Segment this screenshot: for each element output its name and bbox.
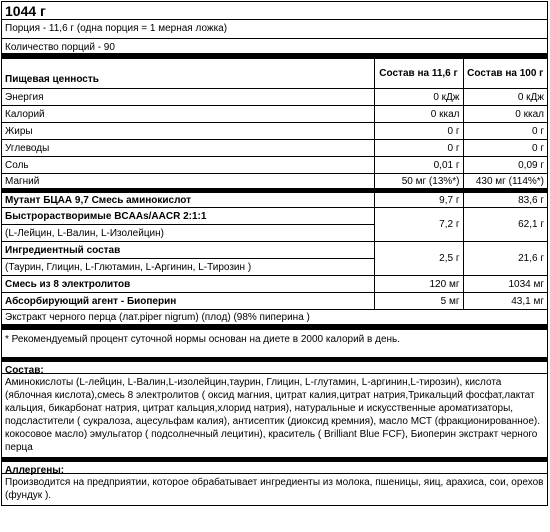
row-label: Магний: [2, 174, 374, 191]
servings-count: Количество порций - 90: [2, 39, 547, 58]
row-per-100g: 0 ккал: [463, 106, 547, 123]
nutrition-table: [2, 58, 547, 329]
row-label: Углеводы: [2, 140, 374, 157]
table-row: [2, 293, 547, 310]
row-sublabel: (Таурин, Глицин, L-Глютамин, L-Аргинин, L-Тирозин ): [2, 259, 374, 276]
row-serving: 0 г: [374, 123, 463, 140]
serving-size: Порция - 11,6 г (одна порция = 1 мерная ложка): [2, 20, 547, 39]
row-serving: 9,7 г: [374, 191, 463, 208]
table-row: [2, 310, 547, 327]
nutrition-label: [1, 1, 548, 506]
row-label: Ингредиентный состав: [2, 242, 374, 259]
row-per-100g: 21,6 г: [463, 242, 547, 276]
header-serving: Состав на 11,6 г: [374, 59, 463, 89]
row-serving: 7,2 г: [374, 208, 463, 242]
header-per-100g: Состав на 100 г: [463, 59, 547, 89]
row-serving: 0 ккал: [374, 106, 463, 123]
table-row: [2, 106, 547, 123]
table-row: [2, 123, 547, 140]
row-label: Абсорбирующий агент - Биоперин: [2, 293, 374, 310]
row-label: Быстрорастворимые BCAAs/AACR 2:1:1: [2, 208, 374, 225]
row-per-100g: 62,1 г: [463, 208, 547, 242]
row-per-100g: 43,1 мг: [463, 293, 547, 310]
table-row: [2, 157, 547, 174]
row-per-100g: 83,6 г: [463, 191, 547, 208]
row-serving: 0 г: [374, 140, 463, 157]
table-row: [2, 208, 547, 225]
row-serving: 5 мг: [374, 293, 463, 310]
table-row: [2, 276, 547, 293]
row-label: Энергия: [2, 89, 374, 106]
row-per-100g: 0 г: [463, 140, 547, 157]
table-row: [2, 174, 547, 191]
table-row: [2, 242, 547, 259]
row-label: Жиры: [2, 123, 374, 140]
row-per-100g: 430 мг (114%*): [463, 174, 547, 191]
row-serving: 50 мг (13%*): [374, 174, 463, 191]
row-label: Мутант БЦАА 9,7 Смесь аминокислот: [2, 191, 374, 208]
row-label: Смесь из 8 электролитов: [2, 276, 374, 293]
row-per-100g: 0 кДж: [463, 89, 547, 106]
header-label: Пищевая ценность: [2, 59, 374, 89]
row-per-100g: 0 г: [463, 123, 547, 140]
table-row: [2, 89, 547, 106]
row-serving: 120 мг: [374, 276, 463, 293]
allergens-text: Производится на предприятии, которое обрабатывает ингредиенты из молока, пшеницы, яиц, арахиса, сои, орехов (фундук ).: [5, 477, 544, 501]
row-per-100g: 1034 мг: [463, 276, 547, 293]
composition-text: Аминокислоты (L-лейцин, L-Валин,L-изолейцин,таурин, Глицин, L-глутамин, L-аргинин,L-тирозин), кислота (яблочная кислота),смесь 8 электролитов ( оксид магния, цитрат калия,цитрат натрия,Трикальций фосфат,лактат кальция, бикарбонат натрия, цитрат кальция,хлорид натрия), натуральные и искусственные ароматизаторы, подсластители ( сукралоза, ацесульфам калия), антисептик (диоксид кремния), масло МСТ (фракционированное). кокосовое масло) эмульгатор ( подсолнечный лецитин), краситель ( Brilliant Blue FCF), Биоперин экстракт черного перца: [5, 377, 540, 453]
row-label: Экстракт черного перца (лат.piper nigrum) (плод) (98% пиперина ): [2, 310, 547, 327]
package-weight: 1044 г: [2, 2, 547, 20]
table-row: [2, 191, 547, 208]
table-row: [2, 140, 547, 157]
footnote: * Рекомендуемый процент суточной нормы основан на диете в 2000 калорий в день.: [2, 329, 547, 357]
allergens-heading: Аллергены:: [2, 457, 547, 474]
composition-heading: Состав:: [2, 357, 547, 374]
row-sublabel: (L-Лейцин, L-Валин, L-Изолейцин): [2, 225, 374, 242]
row-serving: 0,01 г: [374, 157, 463, 174]
table-header: [2, 59, 547, 89]
row-label: Соль: [2, 157, 374, 174]
row-serving: 2,5 г: [374, 242, 463, 276]
row-serving: 0 кДж: [374, 89, 463, 106]
row-label: Калорий: [2, 106, 374, 123]
row-per-100g: 0,09 г: [463, 157, 547, 174]
